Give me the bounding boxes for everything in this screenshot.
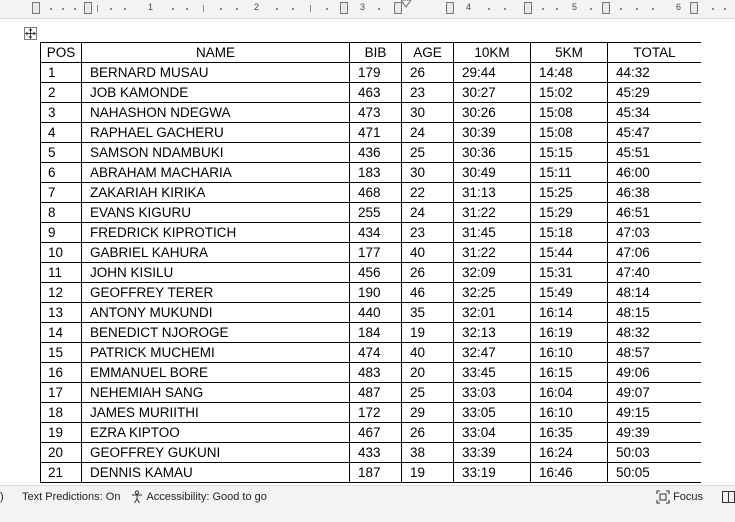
ruler-dot	[220, 8, 222, 10]
table-cell[interactable]: DENNIS KAMAU	[82, 463, 350, 483]
table-cell[interactable]: 9	[41, 223, 82, 243]
table-cell[interactable]: 16:10	[531, 403, 608, 423]
table-cell[interactable]: 30	[402, 163, 454, 183]
table-cell[interactable]: 49:39	[608, 423, 702, 443]
table-cell[interactable]: 20	[402, 363, 454, 383]
table-row	[41, 283, 702, 303]
table-cell[interactable]: 18	[41, 403, 82, 423]
ruler-number: 2	[254, 2, 260, 12]
table-cell[interactable]: 32:13	[454, 323, 531, 343]
table-cell[interactable]: 48:32	[608, 323, 702, 343]
table-cell[interactable]: 23	[402, 83, 454, 103]
table-cell[interactable]: NEHEMIAH SANG	[82, 383, 350, 403]
read-mode-icon	[722, 490, 735, 504]
ruler-dot	[556, 8, 558, 10]
table-row	[41, 123, 702, 143]
header-row	[41, 43, 702, 63]
table-cell[interactable]: SAMSON NDAMBUKI	[82, 143, 350, 163]
ruler-number: 4	[466, 2, 472, 12]
ruler-dot	[124, 8, 126, 10]
ruler-number: 1	[148, 2, 154, 12]
table-cell[interactable]: 463	[350, 83, 402, 103]
ruler-dot	[276, 8, 278, 10]
table-cell[interactable]: 183	[350, 163, 402, 183]
table-cell[interactable]: 179	[350, 63, 402, 83]
table-cell[interactable]: RAPHAEL GACHERU	[82, 123, 350, 143]
ruler-tick	[97, 5, 98, 12]
table-cell[interactable]: 50:03	[608, 443, 702, 463]
table-cell[interactable]: 33:19	[454, 463, 531, 483]
table-cell[interactable]: 14	[41, 323, 82, 343]
read-mode-button[interactable]	[722, 489, 735, 505]
table-cell[interactable]: 468	[350, 183, 402, 203]
ruler-tick	[310, 5, 311, 12]
table-cell[interactable]: 15:08	[531, 103, 608, 123]
table-cell[interactable]: BENEDICT NJOROGE	[82, 323, 350, 343]
focus-button[interactable]	[656, 489, 703, 505]
ruler-number: 5	[572, 2, 578, 12]
table-cell[interactable]: 31:22	[454, 243, 531, 263]
table-row	[41, 463, 702, 483]
ruler-dot	[62, 8, 64, 10]
ruler-column-marker[interactable]	[602, 2, 610, 14]
focus-label: Focus	[673, 491, 704, 503]
table-cell[interactable]: 25	[402, 143, 454, 163]
table-cell[interactable]: 10	[41, 243, 82, 263]
table-cell[interactable]: 31:45	[454, 223, 531, 243]
table-row	[41, 323, 702, 343]
ruler-dot	[236, 8, 238, 10]
table-cell[interactable]: 12	[41, 283, 82, 303]
table-row	[41, 343, 702, 363]
header-cell[interactable]: BIB	[350, 43, 402, 63]
table-cell[interactable]: 33:45	[454, 363, 531, 383]
table-cell[interactable]: 50:05	[608, 463, 702, 483]
table-row	[41, 203, 702, 223]
table-cell[interactable]: 172	[350, 403, 402, 423]
table-cell[interactable]: 177	[350, 243, 402, 263]
table-cell[interactable]: 15:18	[531, 223, 608, 243]
table-cell[interactable]: 5	[41, 143, 82, 163]
ruler-dot	[50, 8, 52, 10]
table-cell[interactable]: 46:38	[608, 183, 702, 203]
table-cell[interactable]: 49:07	[608, 383, 702, 403]
accessibility-icon	[130, 490, 144, 504]
table-row	[41, 303, 702, 323]
ruler-dot	[186, 8, 188, 10]
table-row	[41, 83, 702, 103]
results-table-container	[40, 42, 701, 485]
table-cell[interactable]: 31:13	[454, 183, 531, 203]
table-cell[interactable]: 30:26	[454, 103, 531, 123]
table-cell[interactable]: NAHASHON NDEGWA	[82, 103, 350, 123]
header-cell[interactable]: TOTAL	[608, 43, 702, 63]
ruler-column-marker[interactable]	[446, 2, 454, 14]
table-cell[interactable]: 19	[402, 323, 454, 343]
table-cell[interactable]: 48:15	[608, 303, 702, 323]
ruler-dot	[172, 8, 174, 10]
table-row	[41, 63, 702, 83]
table-row	[41, 383, 702, 403]
table-cell[interactable]: 49:15	[608, 403, 702, 423]
ruler-column-marker[interactable]	[340, 2, 348, 14]
table-cell[interactable]: EMMANUEL BORE	[82, 363, 350, 383]
table-cell[interactable]: 44:32	[608, 63, 702, 83]
table-cell[interactable]: 15:49	[531, 283, 608, 303]
table-cell[interactable]: 26	[402, 423, 454, 443]
accessibility-label: Accessibility: Good to go	[146, 491, 267, 503]
table-cell[interactable]: 32:01	[454, 303, 531, 323]
table-cell[interactable]: 26	[402, 263, 454, 283]
table-cell[interactable]: 46	[402, 283, 454, 303]
table-cell[interactable]: 15:25	[531, 183, 608, 203]
table-cell[interactable]: JOB KAMONDE	[82, 83, 350, 103]
results-table[interactable]	[40, 42, 701, 483]
accessibility-status[interactable]	[130, 489, 267, 505]
table-cell[interactable]: 38	[402, 443, 454, 463]
table-cell[interactable]: 15:31	[531, 263, 608, 283]
table-cell[interactable]: 35	[402, 303, 454, 323]
table-cell[interactable]: GEOFFREY TERER	[82, 283, 350, 303]
table-cell[interactable]: 46:51	[608, 203, 702, 223]
table-cell[interactable]: 33:04	[454, 423, 531, 443]
table-cell[interactable]: 467	[350, 423, 402, 443]
header-cell[interactable]: 5KM	[531, 43, 608, 63]
table-row	[41, 223, 702, 243]
ruler-dot	[74, 8, 76, 10]
table-cell[interactable]: JOHN KISILU	[82, 263, 350, 283]
text-predictions-status[interactable]: Text Predictions: On	[22, 491, 121, 503]
ruler-column-marker[interactable]	[84, 2, 92, 14]
header-cell[interactable]: 10KM	[454, 43, 531, 63]
table-cell[interactable]: 45:51	[608, 143, 702, 163]
table-row	[41, 183, 702, 203]
table-cell[interactable]: 31:22	[454, 203, 531, 223]
table-cell[interactable]: 15:15	[531, 143, 608, 163]
table-cell[interactable]: 15:29	[531, 203, 608, 223]
table-cell[interactable]: 8	[41, 203, 82, 223]
table-cell[interactable]: 19	[402, 463, 454, 483]
ruler-dot	[620, 8, 622, 10]
table-cell[interactable]: 21	[41, 463, 82, 483]
horizontal-ruler[interactable]	[0, 0, 735, 19]
table-cell[interactable]: 45:34	[608, 103, 702, 123]
table-cell[interactable]: 2	[41, 83, 82, 103]
table-cell[interactable]: 24	[402, 203, 454, 223]
table-cell[interactable]: 30:36	[454, 143, 531, 163]
ruler-column-marker[interactable]	[524, 2, 532, 14]
ruler-dot	[652, 8, 654, 10]
table-cell[interactable]: ZAKARIAH KIRIKA	[82, 183, 350, 203]
table-cell[interactable]: 20	[41, 443, 82, 463]
table-cell[interactable]: 16:10	[531, 343, 608, 363]
ruler-dot	[488, 8, 490, 10]
table-cell[interactable]: 3	[41, 103, 82, 123]
table-cell[interactable]: 15:08	[531, 123, 608, 143]
table-cell[interactable]: 30:27	[454, 83, 531, 103]
table-row	[41, 103, 702, 123]
table-cell[interactable]: 255	[350, 203, 402, 223]
ruler-dot	[292, 8, 294, 10]
focus-icon	[656, 490, 670, 504]
ruler-dot	[504, 8, 506, 10]
table-cell[interactable]: 1	[41, 63, 82, 83]
table-cell[interactable]: 30:49	[454, 163, 531, 183]
table-cell[interactable]: 4	[41, 123, 82, 143]
table-cell[interactable]: 45:29	[608, 83, 702, 103]
table-cell[interactable]: 47:03	[608, 223, 702, 243]
table-cell[interactable]: 16:24	[531, 443, 608, 463]
table-cell[interactable]: ABRAHAM MACHARIA	[82, 163, 350, 183]
table-cell[interactable]: 16:14	[531, 303, 608, 323]
ruler-dot	[712, 8, 714, 10]
table-cell[interactable]: 33:03	[454, 383, 531, 403]
table-cell[interactable]: 30	[402, 103, 454, 123]
table-cell[interactable]: 16:46	[531, 463, 608, 483]
table-cell[interactable]: 473	[350, 103, 402, 123]
table-cell[interactable]: 25	[402, 383, 454, 403]
table-cell[interactable]: 46:00	[608, 163, 702, 183]
ruler-dot	[110, 8, 112, 10]
table-cell[interactable]: 13	[41, 303, 82, 323]
table-cell[interactable]: 456	[350, 263, 402, 283]
table-cell[interactable]: 45:47	[608, 123, 702, 143]
table-cell[interactable]: EVANS KIGURU	[82, 203, 350, 223]
table-cell[interactable]: 16:04	[531, 383, 608, 403]
table-cell[interactable]: 15:11	[531, 163, 608, 183]
table-cell[interactable]: 14:48	[531, 63, 608, 83]
table-cell[interactable]: 32:47	[454, 343, 531, 363]
table-row	[41, 403, 702, 423]
header-cell[interactable]: NAME	[82, 43, 350, 63]
table-cell[interactable]: 48:57	[608, 343, 702, 363]
table-row	[41, 243, 702, 263]
ruler-number: 3	[360, 2, 366, 12]
table-cell[interactable]: 33:05	[454, 403, 531, 423]
table-row	[41, 423, 702, 443]
table-cell[interactable]: 433	[350, 443, 402, 463]
table-cell[interactable]: 15	[41, 343, 82, 363]
table-cell[interactable]: 29	[402, 403, 454, 423]
table-cell[interactable]: 40	[402, 343, 454, 363]
table-cell[interactable]: JAMES MURIITHI	[82, 403, 350, 423]
ruler-tick	[203, 5, 204, 12]
status-bar	[0, 485, 735, 522]
table-cell[interactable]: 40	[402, 243, 454, 263]
ruler-column-marker[interactable]	[32, 2, 40, 14]
table-cell[interactable]: 474	[350, 343, 402, 363]
ruler-dot	[590, 8, 592, 10]
table-cell[interactable]: 436	[350, 143, 402, 163]
ruler-dot	[326, 8, 328, 10]
table-cell[interactable]: 49:06	[608, 363, 702, 383]
table-row	[41, 443, 702, 463]
table-cell[interactable]: 7	[41, 183, 82, 203]
table-cell[interactable]: GEOFFREY GUKUNI	[82, 443, 350, 463]
table-row	[41, 263, 702, 283]
table-cell[interactable]: 487	[350, 383, 402, 403]
table-cell[interactable]: 15:44	[531, 243, 608, 263]
table-cell[interactable]: 483	[350, 363, 402, 383]
table-cell[interactable]: 23	[402, 223, 454, 243]
table-cell[interactable]: 26	[402, 63, 454, 83]
ruler-dot	[636, 8, 638, 10]
ruler-dot	[542, 8, 544, 10]
table-cell[interactable]: 24	[402, 123, 454, 143]
table-cell[interactable]: 6	[41, 163, 82, 183]
table-cell[interactable]: 16:15	[531, 363, 608, 383]
table-cell[interactable]: 32:09	[454, 263, 531, 283]
table-cell[interactable]: 440	[350, 303, 402, 323]
ruler-column-marker[interactable]	[690, 2, 698, 14]
table-cell[interactable]: 15:02	[531, 83, 608, 103]
table-cell[interactable]: BERNARD MUSAU	[82, 63, 350, 83]
table-cell[interactable]: 29:44	[454, 63, 531, 83]
table-cell[interactable]: GABRIEL KAHURA	[82, 243, 350, 263]
move-arrows-icon	[25, 28, 36, 39]
table-cell[interactable]: 32:25	[454, 283, 531, 303]
table-cell[interactable]: 48:14	[608, 283, 702, 303]
table-cell[interactable]: 30:39	[454, 123, 531, 143]
table-cell[interactable]: FREDRICK KIPROTICH	[82, 223, 350, 243]
table-cell[interactable]: 187	[350, 463, 402, 483]
table-cell[interactable]: EZRA KIPTOO	[82, 423, 350, 443]
header-cell[interactable]: AGE	[402, 43, 454, 63]
table-cell[interactable]: PATRICK MUCHEMI	[82, 343, 350, 363]
table-cell[interactable]: 434	[350, 223, 402, 243]
table-cell[interactable]: 19	[41, 423, 82, 443]
table-cell[interactable]: 11	[41, 263, 82, 283]
status-fragment: )	[0, 491, 4, 503]
move-icon[interactable]	[24, 27, 37, 40]
table-cell[interactable]: 16:19	[531, 323, 608, 343]
table-cell[interactable]: ANTONY MUKUNDI	[82, 303, 350, 323]
table-cell[interactable]: 471	[350, 123, 402, 143]
table-cell[interactable]: 190	[350, 283, 402, 303]
table-cell[interactable]: 16:35	[531, 423, 608, 443]
table-cell[interactable]: 17	[41, 383, 82, 403]
ruler-dot	[724, 8, 726, 10]
table-row	[41, 163, 702, 183]
table-cell[interactable]: 47:06	[608, 243, 702, 263]
header-cell[interactable]: POS	[41, 43, 82, 63]
table-cell[interactable]: 16	[41, 363, 82, 383]
table-cell[interactable]: 47:40	[608, 263, 702, 283]
table-cell[interactable]: 33:39	[454, 443, 531, 463]
first-line-indent-icon[interactable]	[401, 0, 411, 8]
table-row	[41, 143, 702, 163]
table-row	[41, 363, 702, 383]
ruler-number: 6	[676, 2, 682, 12]
ruler-dot	[378, 8, 380, 10]
table-cell[interactable]: 184	[350, 323, 402, 343]
table-cell[interactable]: 22	[402, 183, 454, 203]
